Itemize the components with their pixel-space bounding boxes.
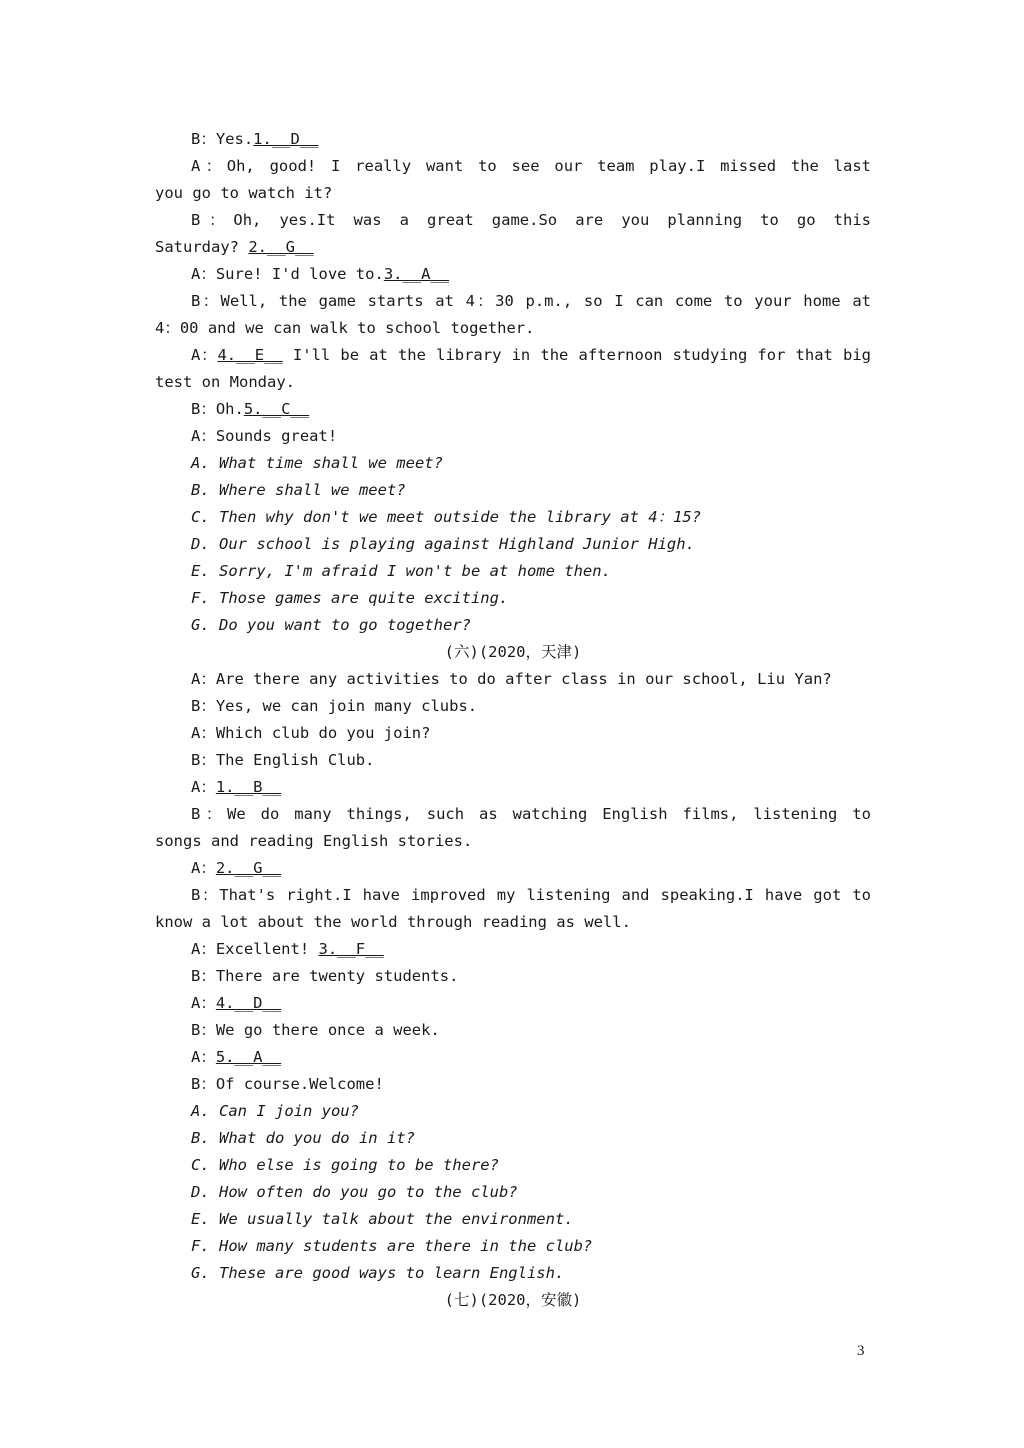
line-text: A：Are there any activities to do after class in our school, Liu Yan? bbox=[191, 670, 832, 688]
option-item: C. Then why don't we meet outside the library at 4：15? bbox=[191, 508, 702, 526]
option-item: E. We usually talk about the environment. bbox=[191, 1210, 574, 1228]
line-text: B：Yes, we can join many clubs. bbox=[191, 697, 478, 715]
dialogue-line bbox=[155, 747, 871, 774]
dialogue-line-continuation bbox=[155, 234, 871, 261]
line-text: A： bbox=[191, 859, 216, 877]
line-text: B：Oh. bbox=[191, 400, 244, 418]
option-item: D. Our school is playing against Highland Junior High. bbox=[191, 535, 695, 553]
option-item: G. These are good ways to learn English. bbox=[191, 1264, 565, 1282]
dialogue-line-continuation bbox=[155, 369, 871, 396]
dialogue-line bbox=[155, 423, 871, 450]
dialogue-line bbox=[155, 396, 871, 423]
option-item: B. Where shall we meet? bbox=[191, 481, 406, 499]
line-text: A： bbox=[191, 994, 216, 1012]
dialogue-line bbox=[155, 774, 871, 801]
line-text: A：Which club do you join? bbox=[191, 724, 431, 742]
dialogue-line bbox=[155, 963, 871, 990]
dialogue-line bbox=[155, 666, 871, 693]
line-text: A：Oh, good! I really want to see our team play.I missed the last bbox=[191, 157, 871, 175]
line-text: A： bbox=[191, 778, 216, 796]
answer-blank: 1.__B__ bbox=[215, 778, 282, 796]
option-item: C. Who else is going to be there? bbox=[191, 1156, 499, 1174]
dialogue-line bbox=[155, 1071, 871, 1098]
line-text: A：Sounds great! bbox=[191, 427, 338, 445]
option-item: A. What time shall we meet? bbox=[191, 454, 443, 472]
line-text: A： bbox=[191, 1048, 216, 1066]
dialogue-line-continuation bbox=[155, 828, 871, 855]
option-item: E. Sorry, I'm afraid I won't be at home then. bbox=[191, 562, 611, 580]
answer-blank: 4.__D__ bbox=[215, 994, 282, 1012]
dialogue-line bbox=[155, 1017, 871, 1044]
line-text: A：Excellent! bbox=[191, 940, 319, 958]
dialogue-line bbox=[155, 801, 871, 828]
section-heading: (七)(2020，安徽) bbox=[444, 1291, 582, 1309]
line-text: B：We go there once a week. bbox=[191, 1021, 440, 1039]
line-text: know a lot about the world through reading as well. bbox=[155, 913, 631, 931]
option-item: A. Can I join you? bbox=[191, 1102, 359, 1120]
dialogue-line bbox=[155, 936, 871, 963]
option-item: D. How often do you go to the club? bbox=[191, 1183, 518, 1201]
dialogue-line bbox=[155, 693, 871, 720]
dialogue-line bbox=[155, 1044, 871, 1071]
dialogue-line bbox=[155, 261, 871, 288]
line-text: A： bbox=[191, 346, 218, 364]
answer-blank: 3.__A__ bbox=[383, 265, 450, 283]
line-text: B：Oh, yes.It was a great game.So are you planning to go this bbox=[191, 211, 871, 229]
answer-blank: 4.__E__ bbox=[217, 346, 283, 364]
line-text: A：Sure! I'd love to. bbox=[191, 265, 384, 283]
dialogue-line bbox=[155, 342, 871, 369]
dialogue-line bbox=[155, 990, 871, 1017]
option-item: F. Those games are quite exciting. bbox=[191, 589, 509, 607]
line-text: songs and reading English stories. bbox=[155, 832, 473, 850]
line-text: B：We do many things, such as watching English films, listening to bbox=[191, 805, 871, 823]
dialogue-line bbox=[155, 126, 871, 153]
dialogue-line-continuation bbox=[155, 909, 871, 936]
page-content bbox=[155, 126, 871, 1314]
answer-blank: 2.__G__ bbox=[248, 238, 314, 256]
answer-blank: 3.__F__ bbox=[318, 940, 384, 958]
line-text: B：The English Club. bbox=[191, 751, 375, 769]
line-text: B：Well, the game starts at 4：30 p.m., so I can come to your home at bbox=[191, 292, 871, 310]
dialogue-line-continuation bbox=[155, 315, 871, 342]
line-text: you go to watch it? bbox=[155, 184, 333, 202]
option-item: B. What do you do in it? bbox=[191, 1129, 415, 1147]
line-text: B：There are twenty students. bbox=[191, 967, 459, 985]
line-text: B：Of course.Welcome! bbox=[191, 1075, 384, 1093]
dialogue-line bbox=[155, 288, 871, 315]
line-text: I'll be at the library in the afternoon studying for that big bbox=[282, 346, 871, 364]
answer-blank: 5.__A__ bbox=[215, 1048, 282, 1066]
line-text: B：Yes. bbox=[191, 130, 254, 148]
dialogue-line bbox=[155, 882, 871, 909]
dialogue-line-continuation bbox=[155, 180, 871, 207]
line-text: 4：00 and we can walk to school together. bbox=[155, 319, 535, 337]
line-text: Saturday? bbox=[155, 238, 249, 256]
option-item: G. Do you want to go together? bbox=[191, 616, 471, 634]
option-item: F. How many students are there in the club? bbox=[191, 1237, 593, 1255]
line-text: B：That's right.I have improved my listening and speaking.I have got to bbox=[191, 886, 871, 904]
dialogue-line bbox=[155, 207, 871, 234]
page-number: 3 bbox=[857, 1343, 865, 1359]
answer-blank: 1.__D__ bbox=[253, 130, 319, 148]
dialogue-line bbox=[155, 855, 871, 882]
line-text: test on Monday. bbox=[155, 373, 295, 391]
section-heading: (六)(2020，天津) bbox=[444, 643, 582, 661]
answer-blank: 5.__C__ bbox=[243, 400, 310, 418]
dialogue-line bbox=[155, 720, 871, 747]
answer-blank: 2.__G__ bbox=[215, 859, 282, 877]
dialogue-line bbox=[155, 153, 871, 180]
